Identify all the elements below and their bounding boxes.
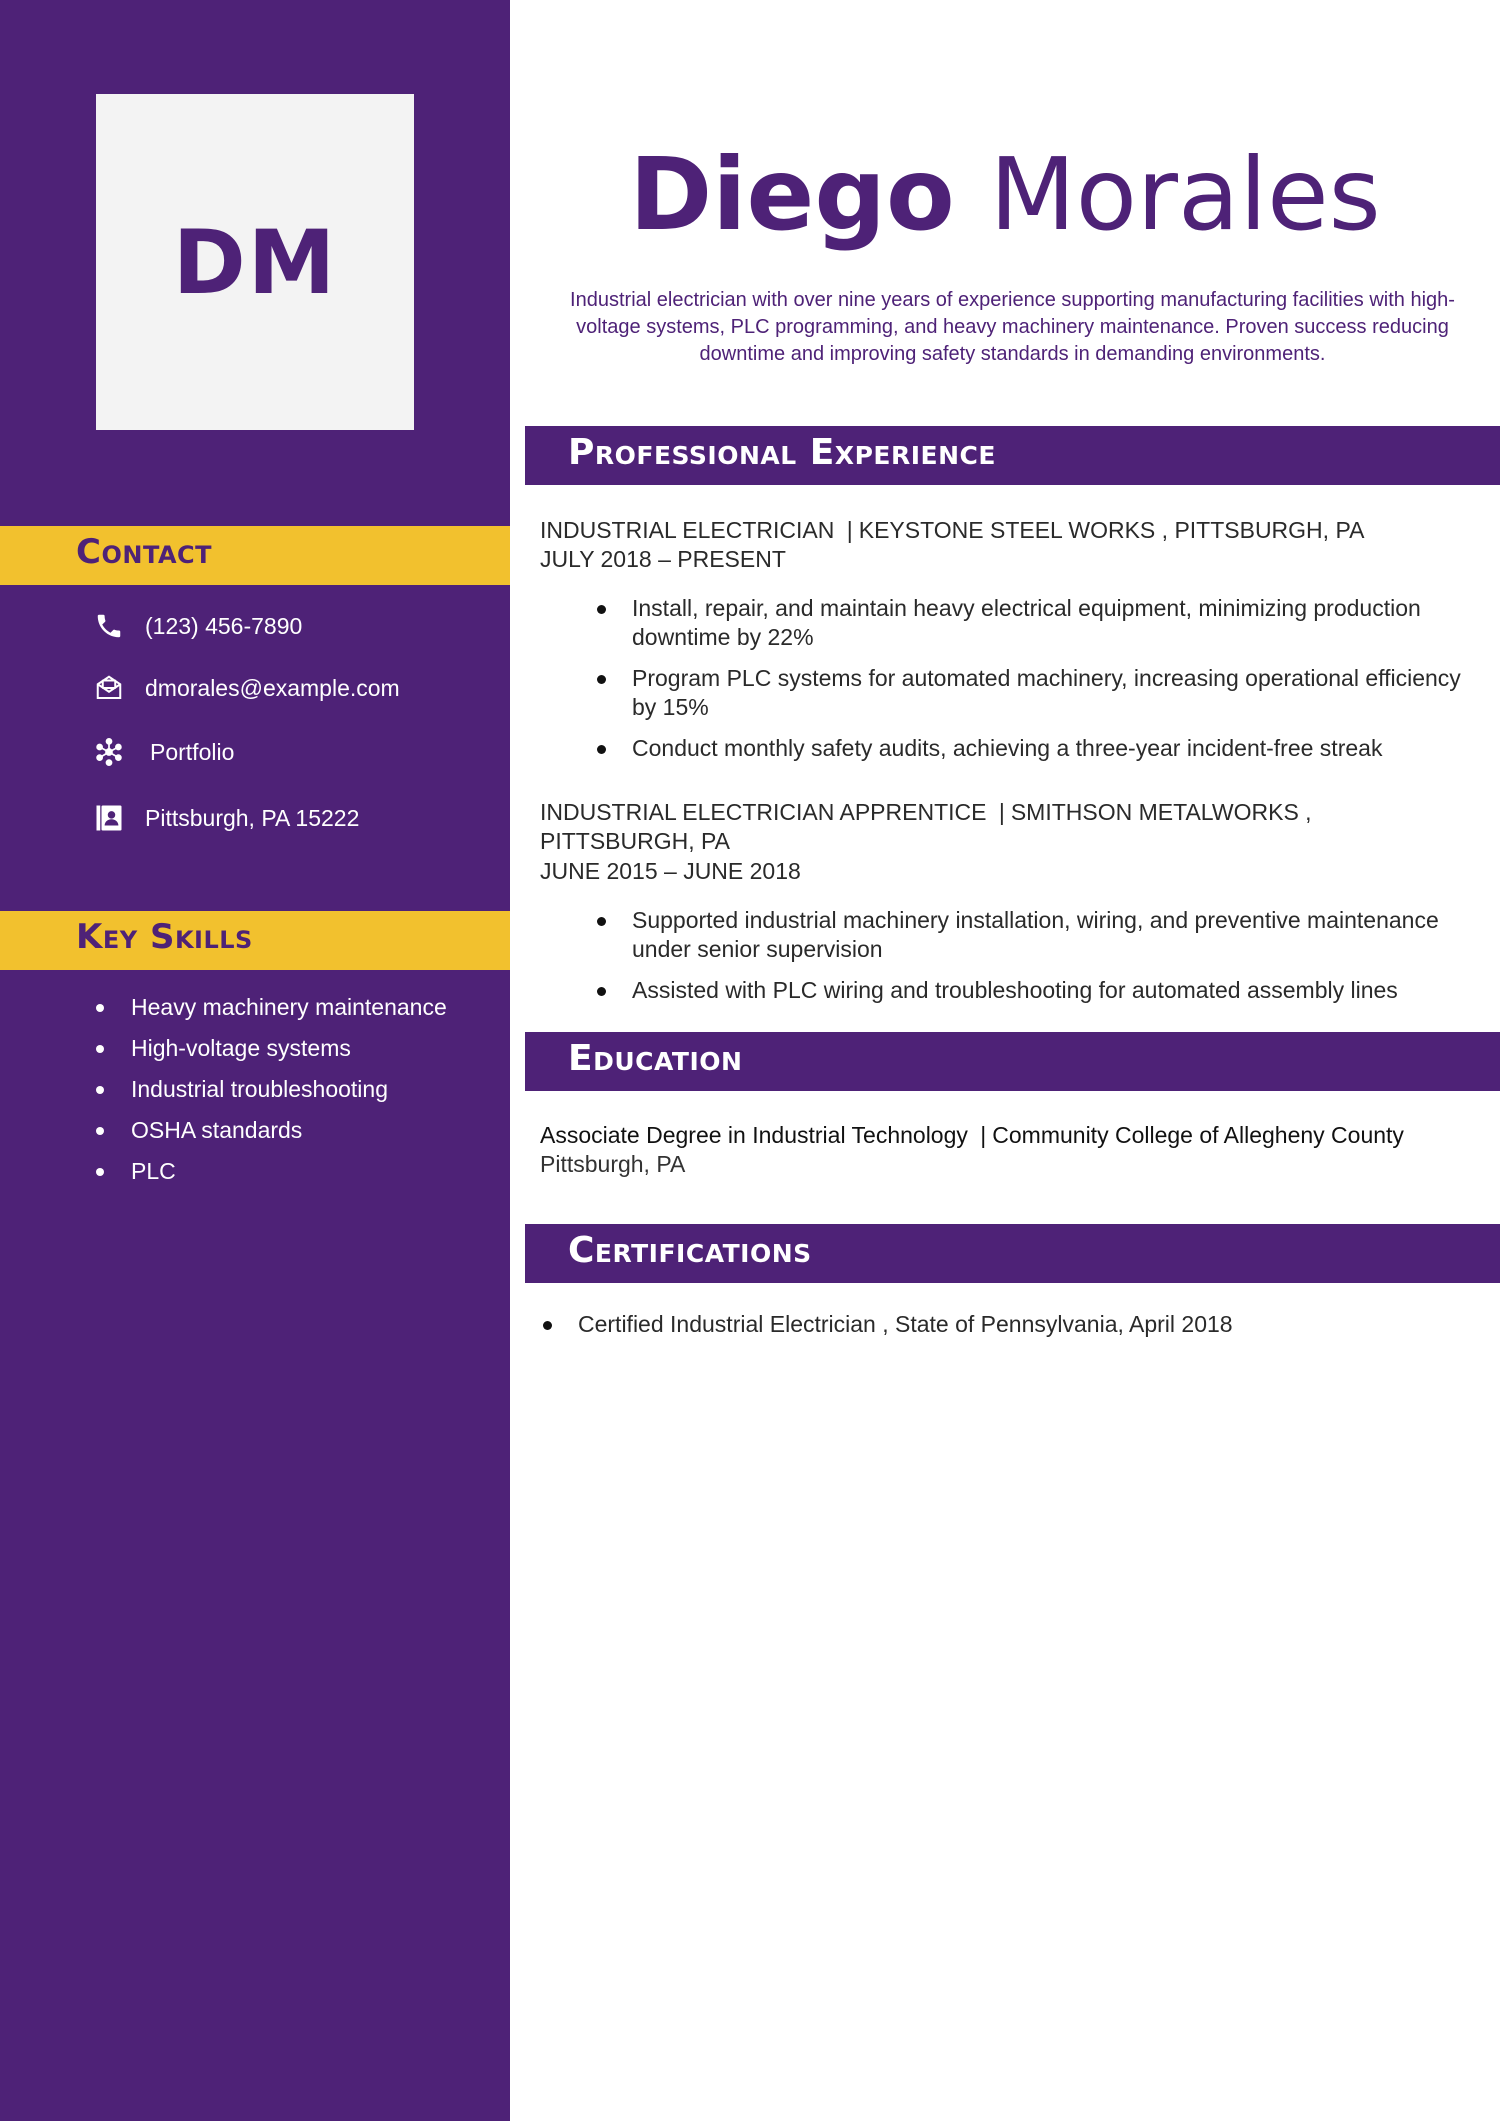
- skills-heading-bar: [0, 911, 510, 970]
- email-icon: [92, 671, 126, 705]
- experience-heading-bar: [525, 426, 1500, 485]
- job-1-company: KEYSTONE STEEL WORKS , PITTSBURGH, PA: [858, 517, 1365, 543]
- skill-item: Industrial troubleshooting: [92, 1069, 447, 1110]
- skill-item: OSHA standards: [92, 1110, 447, 1151]
- skills-list: [92, 987, 447, 1192]
- skills-heading: Key Skills: [76, 917, 253, 957]
- skill-item: Heavy machinery maintenance: [92, 987, 447, 1028]
- address-icon: [92, 801, 126, 835]
- monogram-box: [96, 94, 414, 430]
- job-2-dates: JUNE 2015 – JUNE 2018: [540, 858, 801, 884]
- job-2-bullets: [592, 906, 1472, 1005]
- contact-portfolio-text: Portfolio: [150, 738, 235, 765]
- contact-heading: Contact: [76, 532, 213, 572]
- separator: |: [992, 799, 1005, 825]
- professional-summary: Industrial electrician with over nine years of experience supporting manufacturing facilities with high-voltage systems, PLC programming, and heavy machinery maintenance. Proven success reducing downtime and improving safety standards in demanding environments.: [570, 289, 1455, 365]
- contact-portfolio[interactable]: [92, 732, 234, 772]
- job-2-title: INDUSTRIAL ELECTRICIAN APPRENTICE: [540, 799, 987, 825]
- job-1-bullet: Install, repair, and maintain heavy electrical equipment, minimizing production downtime by 22%: [592, 594, 1472, 652]
- contact-heading-bar: [0, 526, 510, 585]
- last-name: Morales: [989, 136, 1381, 253]
- job-1-bullet: Conduct monthly safety audits, achieving a three-year incident-free streak: [592, 734, 1472, 763]
- skill-item: High-voltage systems: [92, 1028, 447, 1069]
- education-degree: Associate Degree in Industrial Technology: [540, 1122, 968, 1148]
- contact-address-text: Pittsburgh, PA 15222: [145, 804, 360, 831]
- education-school: Community College of Allegheny County: [992, 1122, 1404, 1148]
- portfolio-icon: [92, 735, 126, 769]
- contact-phone-text: (123) 456-7890: [145, 612, 303, 639]
- job-1-dates: JULY 2018 – PRESENT: [540, 546, 786, 572]
- job-1-title: INDUSTRIAL ELECTRICIAN: [540, 517, 835, 543]
- certification-item: Certified Industrial Electrician , State of Pennsylvania, April 2018: [540, 1310, 1460, 1339]
- separator: |: [973, 1122, 987, 1148]
- skill-item: PLC: [92, 1151, 447, 1192]
- job-2-bullet: Assisted with PLC wiring and troubleshooting for automated assembly lines: [592, 976, 1472, 1005]
- education-location: Pittsburgh, PA: [540, 1151, 686, 1177]
- education-heading-bar: [525, 1032, 1500, 1091]
- certifications-heading-bar: [525, 1224, 1500, 1283]
- job-1-bullets: [592, 594, 1472, 763]
- contact-email[interactable]: [92, 668, 400, 708]
- certifications-list: [540, 1310, 1460, 1339]
- contact-phone[interactable]: [92, 606, 302, 646]
- candidate-name: [510, 136, 1500, 253]
- first-name: Diego: [629, 136, 955, 253]
- job-2-bullet: Supported industrial machinery installation, wiring, and preventive maintenance under senior supervision: [592, 906, 1472, 964]
- phone-icon: [92, 609, 126, 643]
- contact-address[interactable]: [92, 798, 359, 838]
- experience-heading: Professional Experience: [568, 432, 996, 473]
- sidebar: [0, 0, 510, 2121]
- contact-email-text: dmorales@example.com: [145, 674, 400, 701]
- education-heading: Education: [568, 1038, 743, 1079]
- job-2-header: [540, 798, 1420, 856]
- job-1-bullet: Program PLC systems for automated machinery, increasing operational efficiency by 15%: [592, 664, 1472, 722]
- job-2-company: SMITHSON METALWORKS , PITTSBURGH, PA: [540, 799, 1312, 854]
- monogram: DM: [172, 210, 338, 314]
- separator: |: [840, 517, 853, 543]
- job-1-header: [540, 516, 1460, 545]
- certifications-heading: Certifications: [568, 1230, 812, 1271]
- education-entry: [540, 1121, 1480, 1150]
